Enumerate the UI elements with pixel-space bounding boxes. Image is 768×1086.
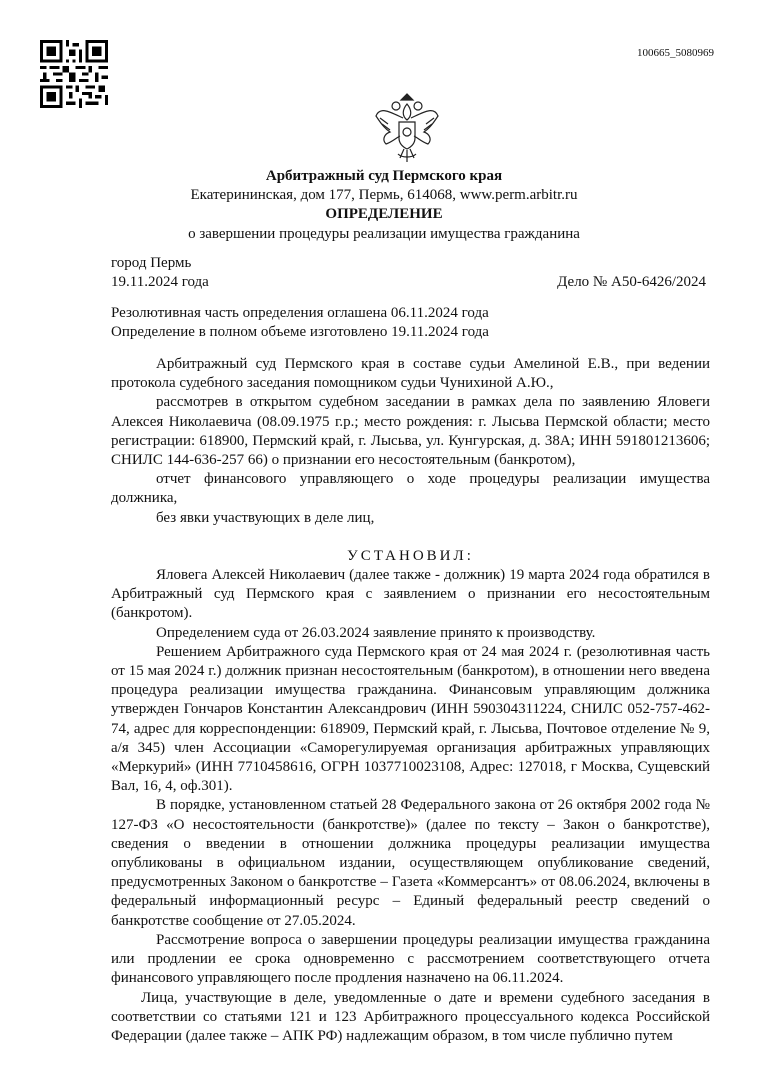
- document-id: 100665_5080969: [637, 47, 714, 59]
- paragraph-3: отчет финансового управляющего о ходе процедуры реализации имущества должника,: [111, 471, 710, 507]
- court-address: Екатерининская, дом 177, Пермь, 614068, www.perm.arbitr.ru: [190, 187, 578, 203]
- heading-ustanovil: УСТАНОВИЛ:: [347, 547, 474, 564]
- announcement-line-1: Резолютивная часть определения оглашена 06.11.2024 года: [111, 305, 489, 321]
- paragraph-1: Арбитражный суд Пермского края в составе судьи Амелиной Е.В., при ведении протокола судебного заседания помощником судьи Чунихиной А.Ю.,: [111, 356, 710, 392]
- paragraph-2: рассмотрев в открытом судебном заседании в рамках дела по заявлению Яловеги Алексея Николаевича (08.09.1975 г.р.; место рождения: г. Лысьва Пермской области; место регистрации: 618900, Пермский край, г. Лысьва, ул. Кунгурская, д. 38А; ИНН 591801213606; СНИЛС 144-636-257 66) о признании его несостоятельным (банкротом),: [111, 394, 710, 469]
- paragraph-8: В порядке, установленном статьей 28 Федерального закона от 26 октября 2002 года № 127-ФЗ «О несостоятельности (банкротстве)» (далее по тексту – Закон о банкротстве), сведения о введении в отношении должника процедуры реализации имущества опубликованы в официальном издании, осуществляющем опубликование сведений, предусмотренных Законом о банкротстве – Газета «Коммерсантъ» от 08.06.2024, включены в федеральный информационный ресурс – Единый федеральный реестр сведений о банкротстве сообщение от 27.05.2024.: [111, 797, 710, 929]
- document-body: [111, 355, 710, 1046]
- paragraph-7: Решением Арбитражного суда Пермского края от 24 мая 2024 г. (резолютивная часть от 15 мая 2024 г.) должник признан несостоятельным (банкротом), в отношении него введена процедура реализации имущества гражданина. Финансовым управляющим должника утвержден Гончаров Константин Александрович (ИНН 590304311224, СНИЛС 052-757-462-74, адрес для корреспонденции: 618909, Пермский край, г. Лысьва, Почтовое отделение № 9, а/я 345) член Ассоциации «Саморегулируемая организация арбитражных управляющих «Меркурий» (ИНН 7710458616, ОГРН 1037710023108, Адрес: 127018, г Москва, Сущевский Вал, 16, 4, оф.301).: [111, 643, 710, 795]
- document-type: ОПРЕДЕЛЕНИЕ: [325, 206, 443, 222]
- paragraph-4: без явки участвующих в деле лиц,: [156, 509, 375, 526]
- document-date: 19.11.2024 года: [111, 274, 209, 291]
- coat-of-arms-icon: [374, 92, 440, 164]
- announcement-line-2: Определение в полном объеме изготовлено 19.11.2024 года: [111, 324, 489, 341]
- header-meta: [111, 254, 706, 292]
- paragraph-6: Определением суда от 26.03.2024 заявление принято к производству.: [156, 624, 596, 641]
- date-case-row: [111, 273, 706, 292]
- court-name: Арбитражный суд Пермского края: [265, 168, 503, 184]
- paragraph-10: Лица, участвующие в деле, уведомленные о дате и времени судебного заседания в соответствии со статьями 121 и 123 Арбитражного процессуального кодекса Российской Федерации (далее также – АПК РФ) надлежащим образом, в том числе публично путем: [111, 989, 710, 1044]
- paragraph-5: Яловега Алексей Николаевич (далее также - должник) 19 марта 2024 года обратился в Арбитражный суд Пермского края с заявлением о признании его несостоятельным (банкротом).: [111, 567, 710, 622]
- announcement-block: [111, 304, 710, 342]
- paragraph-9: Рассмотрение вопроса о завершении процедуры реализации имущества гражданина или продлении ее срока одновременно с рассмотрением соответствующего отчета финансового управляющего после продления назначено на 06.11.2024.: [111, 931, 710, 987]
- qr-code: [40, 40, 108, 108]
- document-subject: о завершении процедуры реализации имущества гражданина: [188, 226, 580, 242]
- case-number: Дело № А50-6426/2024: [557, 274, 706, 291]
- city: город Пермь: [111, 255, 192, 271]
